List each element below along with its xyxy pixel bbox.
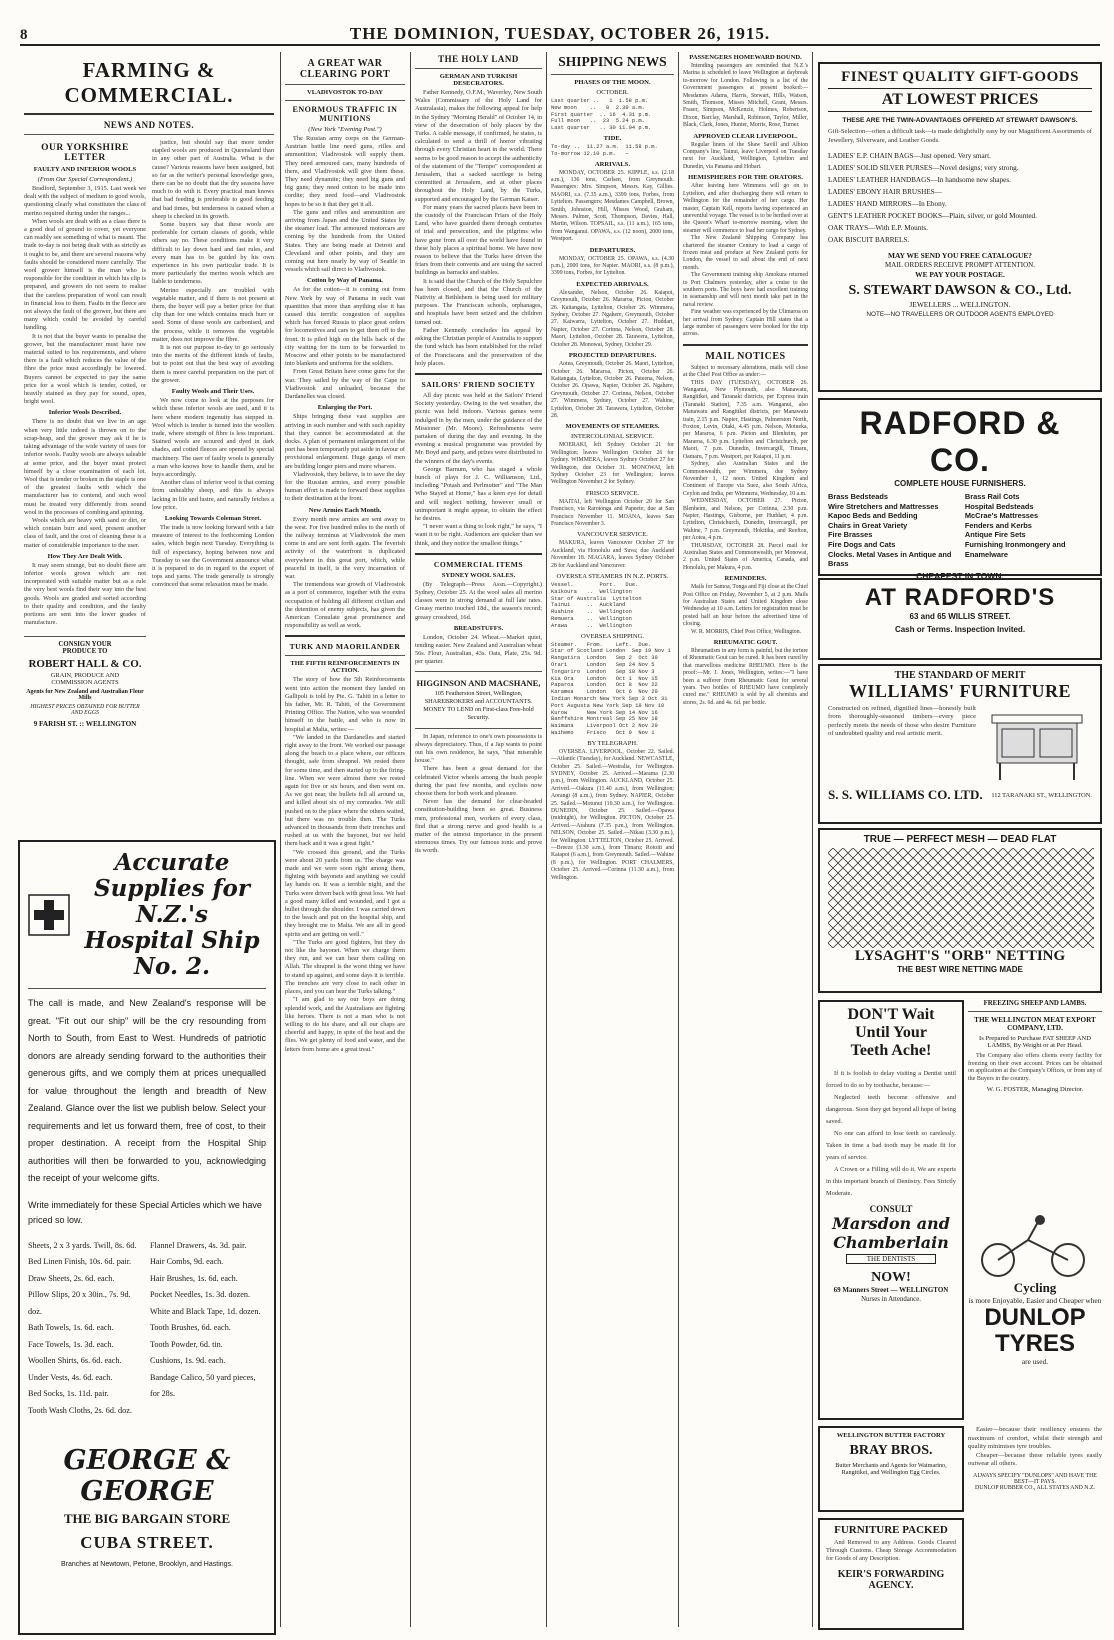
netting-illustration [828, 848, 1092, 948]
hospital-ship-intro: The call is made, and New Zealand's response will be great. "Fit out our ship" will be the cry resounding from North to South, from East to West. Hundreds of patriotic donors are already sending forward to the authorities their generous gifts, and we comply them at prices unequalled for value throughout the length and breadth of New Zealand. Glance over the list we publish below. Select your requirements and let us forward them, free of cost, to their proper destination. A receipt from the Hospital Ship authorities will then be forwarded to you, acknowledging the receipt of your welcome gifts. [28, 998, 266, 1183]
article-heading: OUR YORKSHIRE LETTER [41, 143, 129, 163]
dunlop-footer: Easier—because their resiliency ensures the maximum of comfort, whilst their strength and quality minimises tyre troubles. Cheaper—because these reliable tyres easily outwear all others. ALWAYS SPECIFY "DUNLOPS" AND HAVE THE BEST—IT PAYS. DUNLOP RUBBER CO., ALL STATES AND N.Z. [968, 1426, 1102, 1491]
list-item: Tooth Powder, 6d. tin. [150, 1339, 223, 1349]
robert-hall-ad: CONSIGN YOUR PRODUCE TO ROBERT HALL & CO. GRAIN, PRODUCE AND COMMISSION AGENTS Agents for New Zealand and Australian Flour Mills HIGHEST PRICES OBTAINED FOR BUTTER AND EGGS 9 FARISH ST. :: WELLINGTON [24, 632, 146, 762]
robert-hall-name: ROBERT HALL & CO. [28, 658, 142, 670]
list-item: LADIES' HAND MIRRORS—In Ebony. [828, 200, 947, 208]
list-item: Hair Combs, 9d. each. [150, 1257, 224, 1266]
article-body: Bradford, September 3, 1915. Last week we dealt with the subject of medium to good wools, questioning clearly what constitutes the class of merino required during under the ranges... When wools are dealt with as a class there is a good deal of ground to cover, yet everyone can readily see something of what is meant. The trade to-day is not being dealt with as strictly as it ought to be, and there are several reasons why faults should be considered more carefully. The wool grower himself is the man who is responsible for the condition in which his clip is prepared, and growers do not seem to realise that the careless preparation of wool can result in financial loss to them. Faults in the fleece are not always the fault of the grower, but there are many which could be avoided by careful handling. It is not that the buyer wants to penalise the grower, but the manufacturer must have raw material suited to his requirements, and where there is a fault which reduces the value of the fibre the price must accordingly be lowered. Buyers cannot be expected to pay the same price for a wool which is tender, cotted, or heavily stained as they pay for sound, open, bright wool. [24, 185, 146, 406]
list-item: White and Black Tape, 1d. dozen. [150, 1306, 261, 1316]
stewart-items [828, 150, 1092, 246]
list-item: Bed Linen Finish, 10s. 6d. pair. [28, 1257, 132, 1266]
how-dealt-heading: How They Are Dealt With. [47, 552, 123, 560]
orb-netting-name: LYSAGHT'S "ORB" NETTING [854, 948, 1066, 964]
williams-furniture-ad: THE STANDARD OF MERIT WILLIAMS' FURNITURE Constructed on refined, dignified lines—honestly built from thoroughly-seasoned timbers—every piece perfectly meets the needs of those who desire Furniture of undoubted quality and real artistic merit. S. S. WILLIAMS CO. LTD. 112 TARANAKI ST., WELLINGTON. [818, 664, 1102, 824]
hospital-ship-ad: Accurate Supplies for N.Z.'s Hospital Ship No. 2. The call is made, and New Zealand's response will be great. "Fit out our ship" will be the cry resounding from North to South, from East to West. Hundreds of patriotic donors are already sending forward to the authorities their generous gifts, and we comply them at prices unequalled for value throughout the length and breadth of New Zealand. Glance over the list we publish below. Select your requirements and let us forward them, free of cost, to their proper destination. A receipt from the Hospital Ship authorities will then be forwarded to you, acknowledging the receipt of your welcome gifts. Write immediately for these Special Articles which we have priced so low. Sheets, 2 x 3 yards. Twill, 8s. 6d. Bed Linen Finish, 10s. 6d. pair. Draw Sheets, 2s. 6d. each. Pillow Slips, 20 x 30in., 7s. 9d. doz. Bath Towels, 1s. 6d. each. Face Towels, 1s. 3d. each. Woollen Shirts, 6s. 6d. each. Under Vests, 4s. 6d. each. Bed Socks, 1s. 11d. pair. Tooth Wash Cloths, 2s. 6d. doz. Flannel Drawers, 4s. 3d. pair. Hair Combs, 9d. each. Hair Brushes, 1s. 6d. each. Pocket Needles, 1s. 3d. dozen. White and Black Tape, 1d. dozen. Tooth Brushes, 6d. each. Tooth Powder, 6d. tin. Cushions, 1s. 9d. each. Bandage Calico, 50 yard pieces, for 28s. GEORGE & GEORGE THE BIG BARGAIN STORE CUBA STREET. Branches at Newtown, Petone, Brooklyn, and Hastings. [18, 840, 276, 1635]
war-port-heading: A GREAT WAR CLEARING PORT [299, 58, 391, 80]
items-left-list [28, 1238, 144, 1420]
column-rule [812, 52, 813, 1627]
list-item: OAK TRAYS—With E.P. Mounts. [828, 224, 928, 232]
list-item: OAK BISCUIT BARRELS. [828, 236, 910, 244]
holy-land-article: THE HOLY LAND GERMAN AND TURKISH DESECRATORS. Father Kennedy, O.F.M., Waverley, New South Wales (Commissary of the Holy Land for Australasia), makes the following appeal for help in the Sydney "Morning Herald" of October 14, in view of the desecration of holy places by the Turks. A cable message, if confirmed, he states, is calculated to send a thrill of horror vibrating through every Christian heart in the world. There seems to be good reason to accept the authenticity of the statement of the "Tempo" correspondent at Jerusalem, that a sacked sacrilege is being committed at Jerusalem, and at other places throughout the Holy Land, by the Turks, supported and encouraged by the German Kaiser. For many years the sacred places have been in the custody of the Franciscan Friars of the Holy Land, who have guarded them through centuries of trial and persecution, and the pilgrims who have gone from all over the world have found in these holy places a spiritual home. We have now reason to believe that the Turks have driven the friars from their convents and are using the sacred buildings as barracks and stables. It is said that the Church of the Holy Sepulchre has been closed, and that the Church of the Nativity at Bethlehem is being used for military purposes. The Franciscan schools, orphanages, and hospitals have been seized and the children turned out. Father Kennedy concludes his appeal by asking the Christian people of Australia to support the fund which has been established for the relief of the Franciscans and the preservation of the holy places. SAILORS' FRIEND SOCIETY All day picnic was held at the Sailors' Friend Society yesterday. Owing to the wet weather, the picnic was held indoors. Various games were indulged in by the men, under the guidance of the Missioner (Mr. Moore). Refreshments were partaken of during the day and evening. In the evening a musical programme was provided by Mr. Boyd and party, and prizes were distributed to the winners of the day's events. George Barnum, who has staged a whole bunch of plays for J. C. Williamson, Ltd., including "Potash and Perlmutter" and "The Man Who Stayed at Home," has a keen eye for detail and will neglect nothing, however small or unimportant it might appear, to obtain the effect he desires. "I never want a thing to look right," he says, "I want it to be right. Audiences are quicker than we think, and they notice the smallest things." COMMERCIAL ITEMS SYDNEY WOOL SALES. (By Telegraph—Press Assn.—Copyright.) Sydney, October 25. At the wool sales all merino classes were in strong demand at full late rates. Greasy merino touched 18d., the season's record; greasy crossbred, 16d. BREADSTUFFS. London, October 24. Wheat.—Market quiet, tending easier. New Zealand and Australian wheat 56s. Flour, Australian, 43s. Oats, Plate, 25s. 9d. per quarter. HIGGINSON AND MACSHANE, 105 Featherston Street, Wellington, SHAREBROKERS and ACCOUNTANTS. MONEY TO LEND on First-class Free-hold Security. In Japan, reference to one's own possessions is always depreciatory. Thus, if a Jap wants to point out his own residence, he says, "that miserable house." There has been a great demand for the celebrated Victor wheels among the bush people during the past few months, and cyclists now choose them for both work and pleasure. Never has the demand for clear-headed constitution-building been so great. Business men, professional men, workers of every class, find that a strong nerve and good health is a matter of the utmost importance in the present strenuous times. Try our famous tonic and prove its worth. [415, 54, 542, 855]
higginson-ad: HIGGINSON AND MACSHANE, 105 Featherston Street, Wellington, SHAREBROKERS and ACCOUNTANTS. MONEY TO LEND on First-class Free-hold Security. [416, 677, 541, 721]
article-body-cont: justice, but should say that more tender stapled wools are produced in Queensland than in any other part of Australia. What is the cause? Various reasons have been assigned, but so far as the writer's personal knowledge goes, there can be no doubt that the dry seasons have much to do with it. Every practical man knows that bad feeding is preferable to good feeding and bad times, but tenderness is caused when a sheep is checked in its growth. Some buyers say that these wools are preferable for certain classes of goods, while others say no. These conditions make it very difficult to lay down hard and fast rules, and every man has to be guided by his own experience in his own particular trade. It is more particularly the merino wools which are liable to tenderness. Merino especially are troubled with vegetable matter, and if there is not present at them, the buyer will pay a better price for that clip than for one which contains much burr or seed. Some of these wools are carbonised, and the process, while it removes the vegetable matter, does not improve the fibre. It is not our purpose to-day to go seriously into the merits of the different kinds of faults, but to point out that the best way of avoiding them is more careful preparation on the part of the grower. [152, 139, 274, 384]
list-item: GENT'S LEATHER POCKET BOOKS—Plain, silver, or gold Mounted. [828, 212, 1037, 220]
list-item: Bandage Calico, 50 yard pieces, for 28s. [150, 1372, 256, 1398]
list-item: LADIES' LEATHER HANDBAGS—In handsome new shapes. [828, 176, 1011, 184]
list-item: LADIES' SOLID SILVER PURSES—Novel designs; very strong. [828, 164, 1019, 172]
radford-ad: RADFORD & CO. COMPLETE HOUSE FURNISHERS. Brass Bedsteads Wire Stretchers and Mattresses Kapoc Beds and Bedding Chairs in Great Variety Fire Brasses Fire Dogs and Cats Clocks. Metal Vases in Antique and Brass Brass Rail Cots Hospital Bedsteads McCrae's Mattresses Fenders and Kerbs Antique Fire Sets Furnishing Ironmongery and Enamelware CHEAPEST IN TOWN. [818, 398, 1102, 576]
items-right-list [150, 1238, 266, 1420]
page-number: 8 [20, 27, 28, 43]
column-rule [678, 52, 679, 1627]
hospital-ship-prices-line: Write immediately for these Special Articles which we have priced so low. [28, 1199, 262, 1225]
section-title: FARMING & COMMERCIAL. [64, 58, 234, 107]
list-item: Flannel Drawers, 4s. 3d. pair. [150, 1240, 247, 1250]
column-rule [546, 52, 547, 1627]
coleman-heading: Looking Towards Coleman Street. [164, 514, 262, 522]
hospital-ship-title: Accurate Supplies for N.Z.'s Hospital Ship No. 2. [84, 849, 260, 980]
list-item: Cushions, 1s. 9d. each. [150, 1356, 226, 1365]
dunlop-name: DUNLOP [984, 1304, 1086, 1331]
masthead [20, 22, 1100, 46]
stewart-dawson-name: S. STEWART DAWSON & CO., Ltd. [848, 283, 1072, 298]
george-and-george-name: GEORGE & GEORGE [63, 1445, 231, 1507]
radford-name: RADFORD & CO. [859, 405, 1061, 478]
column-rule [280, 52, 281, 1627]
list-item: Under Vests, 4s. 6d. each. [28, 1372, 113, 1382]
meat-export-ad: FREEZING SHEEP AND LAMBS. THE WELLINGTON MEAT EXPORT COMPANY, LTD. Is Prepared to Purchase FAT SHEEP AND LAMBS, By Weight or at Per Head. The Company also offers clients every facility for freezing on their own account. Prices can be obtained on application at the Company's Offices, or from any of the Buyers in the country. W. G. FOSTER, Managing Director. [968, 1000, 1102, 1094]
list-item: Bed Socks, 1s. 11d. pair. [28, 1389, 109, 1398]
dentist-ad: DON'T Wait Until Your Teeth Ache! If it is foolish to delay visiting a Dentist until forced to do so by toothache, because:— Neglected teeth become offensive and dangerous. Soon they get beyond all hope of being saved. No one can afford to lose teeth so carelessly. Taken in time a bad tooth may be made fit for years of service. A Crown or a Filling will do it. We are experts in this important branch of Dentistry. Fees Strictly Moderate. CONSULT Marsdon and Chamberlain THE DENTISTS NOW! 69 Manners Street — WELLINGTON Nurses in Attendance. [818, 1000, 964, 1420]
byline: (From Our Special Correspondent.) [37, 176, 133, 183]
list-item: Pillow Slips, 20 x 30in., 7s. 9d. doz. [28, 1290, 131, 1316]
war-port-article: A GREAT WAR CLEARING PORT VLADIVOSTOK TO-DAY ENORMOUS TRAFFIC IN MUNITIONS (New York "Evening Post.") The Russian army corps on the German-Austrian battle line need guns, rifles and ammunition; Vladivostok will supply them. They need armoured cars, many hundreds of them, and Vladivostok will give them these. They need dynamite; they need big guns and big guns; they need cotton to be made into cordite; they need food—and Vladivostok hopes to be so it that they get it all. The guns and rifles and ammunition are arriving from Japan and the United States by the steamer load. The armoured motorcars are coming by the hundreds from the United States. They are being made at Detroit and Cleveland and other points, and they are coming out here nearly by way of Seattle in vessels which sail direct to Vladivostok. Cotton by Way of Panama. As for the cotton—it is coming out from New York by way of Panama in such vast quantities that more than anything else it has caused this terrific congestion of supplies which has forced Russia to place great orders for locomotives and cars to get them off to the front. It is piled high on the hills back of the city waiting for its turn to be forwarded to Moscow and other points to be manufactured into blankets and uniforms for the soldiers. From Great Britain have come guns for the war. They sailed by the way of the Cape to Vladivostok and unloaded, because the Dardanelles was closed. Enlarging the Port. Ships bringing these vast supplies are arriving in such number and with such rapidity that they cannot be accommodated at the docks. A plan of permanent enlargement of the port has been temporarily put aside in favour of provisional enlargement. Huge gangs of men are building longer piers and more wharves. Vladivostok, they believe, is to save the day for the Russian armies, and every possible human effort is made to forward these supplies to their destination at the front. New Armies Each Month. Every month new armies are sent away to the west. For five hundred miles to the north of the railway terminus at Vladivostok the men come in and are sent forth again. The feverish activity of the waterfront is duplicated everywhere in this great port, which, while peaceful in itself, is the very incarnation of war. The tremendous war growth of Vladivostok as a port of commerce, together with the extra occupation of holding all different civilian and the detention of enemy subjects, has given the American Consulate great prominence and responsibility as well as work. TURK AND MAORILANDER THE FIFTH REINFORCEMENTS IN ACTION. The story of how the 5th Reinforcements went into action the moment they landed on Gallipoli is told by Pte. G. Tahiti in a letter to his father, Mr. R. Tahiti, of the Government Printing Office. The Nation, who was wounded himself in the battle, and who is now in hospital at Malta, writes:— "We landed in the Dardanelles and started right away to the front. We worked our passage along the beach to a place where, our officers thought, safe from shrapnel. We rested there for some time, and then started up to the firing-line. When we were almost there we rested again for five or six hours, and then went on. As we got near, the bullets fell all around us, and killed about six of my comrades. We still pushed on to the place where the others waited, but there was no trouble then. The Turks advanced in thousands from their trenches and rushed at us with the bayonet, but we held them back and it was a great fight." "We crossed this ground, and the Turks were about 20 yards from us. The charge was made and we were soon right among them, fighting with bayonets and anything we could lay hands on. It was a terrible night, and the Turks were driven back with great loss. We had a good many killed and wounded, and I got a bullet through the shoulder. I was carried down to the beach and put on the hospital ship, and they brought me to Malta. We are all in good spirits and are getting on well." "The Turks are good fighters, but they do not like the bayonet. When we charge them they run, and we can hear them calling on Allah. The shrapnel is the worst thing we have to stand up against, and some days it is terrible. The trenches are very close to each other in places, and you can hear the Turks talking." "I am glad to say our boys are doing splendid work, and the Australians are fighting like heroes. There is not a man who is not willing to do his share, and all our chaps are cheerful and happy, in spite of the heat and the flies. We get plenty of food and water, and the letters from home are a great treat." [285, 58, 405, 1053]
section-subtitle: NEWS AND NOTES. [103, 120, 195, 130]
ad-title: FINEST QUALITY GIFT-GOODS [841, 69, 1079, 85]
keirs-ad: FURNITURE PACKED And Removed to any Address. Goods Cleared Through Customs. Cheap Storage Accommodation for Goods of any Description. KEIR'S FORWARDING AGENCY. [818, 1518, 964, 1630]
radford-address-ad: AT RADFORD'S 63 and 65 WILLIS STREET. Cash or Terms. Inspection Invited. [818, 578, 1102, 660]
stewart-dawson-ad: FINEST QUALITY GIFT-GOODS AT LOWEST PRICES THESE ARE THE TWIN-ADVANTAGES OFFERED AT STEWART DAWSON'S. Gift-Selection—often a difficult task—is made delightfully easy by our Magnificent Assortments of Jewellery, Silverware, and Leather Goods. LADIES' E.P. CHAIN BAGS—Just opened. Very smart. LADIES' SOLID SILVER PURSES—Novel designs; very strong. LADIES' LEATHER HANDBAGS—In handsome new shapes. LADIES' EBONY HAIR BRUSHES— LADIES' HAND MIRRORS—In Ebony. GENT'S LEATHER POCKET BOOKS—Plain, silver, or gold Mounted. OAK TRAYS—With E.P. Mounts. OAK BISCUIT BARRELS. MAY WE SEND YOU FREE CATALOGUE? MAIL ORDERS RECEIVE PROMPT ATTENTION. WE PAY YOUR POSTAGE. S. STEWART DAWSON & CO., Ltd. JEWELLERS ... WELLINGTON. NOTE—NO TRAVELLERS OR OUTDOOR AGENTS EMPLOYED [818, 62, 1102, 392]
list-item: Tooth Wash Cloths, 2s. 6d. doz. [28, 1405, 132, 1415]
red-cross-icon [28, 894, 70, 936]
shipping-news-section: SHIPPING NEWS PHASES OF THE MOON. OCTOBER. Last quarter .. 1 1.58 p.m. New moon .. 8 2.39 a.m. First quarter .. 16 4.31 p.m. Full moon .. 23 5.24 p.m. Last quarter .. 30 11.04 p.m. TIDE. To-day .. 11.27 a.m. 11.58 p.m. To-morrow 12.10 p.m. — ARRIVALS. MONDAY, OCTOBER 25. KIPPLE, s.s. (2.18 a.m.), 136 tons, Carlsen, from Greymouth. Passengers: Mrs. Simpson, Messrs. Kay, Gillies. MAORI, s.s. (7.35 a.m.), 3399 tons, Forbes, from Lyttelton. Passengers: Mesdames Campbell, Brown, Smith, Johnston, Hill, Misses Wood, Graham, Messrs. Palmer, Scott, Thompson, Davies, Hall, Martin, Wilson. TOPSAIL, s.s. (11 a.m.), 165 tons, from Wanganui. OPAWA, s.s. (12 noon), 2000 tons, Westport. DEPARTURES. MONDAY, OCTOBER 25. OPAWA, s.s. (4.30 p.m.), 2000 tons, for Napier. MAORI, s.s. (8 p.m.), 3399 tons, Forbes, for Lyttelton. EXPECTED ARRIVALS. Alexander, Nelson, October 26. Kaiapoi, Greymouth, October 26. Mararoa, Picton, October 26. Kaitangata, Lyttelton, October 26. Wimmera, Sydney, October 27. Ngahere, Greymouth, October 27. Kaiwarra, Lyttelton, October 27. Huddart, Napier, October 27. Corinna, Nelson, October 28. Maori, Lyttelton, October 28. Tarawera, Lyttelton, October 28. Monowai, Sydney, October 29. PROJECTED DEPARTURES. Aotea, Greymouth, October 26. Maori, Lyttelton, October 26. Mararoa, Picton, October 26. Kaitangata, Lyttelton, October 26. Pateena, Nelson, October 26. Opawa, Napier, October 26. Ngahere, Greymouth, October 27. Corinna, Nelson, October 27. Wimmera, Sydney, October 27. Wahine, Lyttelton, October 28. Tarawera, Lyttelton, October 28. MOVEMENTS OF STEAMERS. INTERCOLONIAL SERVICE. MOERAKI, left Sydney October 21 for Wellington; leaves Wellington October 26 for Sydney. WIMMERA, leaves Sydney October 27 for Wellington, due October 31. MONOWAI, left Sydney October 23 for Wellington; leaves Wellington November 2 for Sydney. FRISCO SERVICE. MAITAI, left Wellington October 20 for San Francisco, via Rarotonga and Papeete; due at San Francisco November 11. MOANA, leaves San Francisco November 3. VANCOUVER SERVICE. MAKURA, leaves Vancouver October 27 for Auckland, via Honolulu and Suva; due Auckland November 18. NIAGARA, leaves Sydney October 28 for Auckland and Vancouver. OVERSEA STEAMERS IN N.Z. PORTS. Vessel. Port. Due. Kaikoura .. Wellington Star of Australia Lyttelton Tainui .. Auckland Ruahine .. Wellington Remuera .. Wellington Arawa .. Wellington OVERSEA SHIPPING. Steamer. From. Left. Due. Star of Scotland London Sep 19 Nov 1 Rangatira London Sep 2 Oct 30 Orari London Sep 24 Nov 5 Tongariro London Sep 18 Nov 3 Kia Ora London Oct 1 Nov 15 Paparoa London Oct 8 Nov 22 Karamea London Oct 6 Nov 20 Indian Monarch New York Sep 3 Oct 31 Port Augusta New York Sep 18 Nov 10 Kurow New York Sep 14 Nov 16 Banffshire Montreal Sep 25 Nov 18 Waimana Liverpool Oct 2 Nov 20 Waihemo Frisco Oct 9 Nov 1 BY TELEGRAPH. OVERSEA. LIVERPOOL, October 22. Sailed.—Atlantic (Tuesday), for Auckland. NEWCASTLE, October 25. Sailed.—Westralia, for Wellington. SYDNEY, October 25. Arrived.—Marama (2.30 p.m.), from Wellington. AUCKLAND, October 25. Arrived.—Oakura (11.40 a.m.), from Wellington; Aorangi (8 a.m.), from Sydney. NAPIER, October 25. Sailed.—Motunui (10.30 a.m.), for Wellington. DUNEDIN, October 25. Sailed.—Opawa (midnight), for Wellington. PICTON, October 25. Arrived.—Arahura (7.35 p.m.), from Wellington. NELSON, October 25. Sailed.—Nikau (3.30 p.m.), for Wellington. LYTTELTON, October 25. Arrived.—Breeze (3.30 a.m.), from Timaru; Rotoiti and Kaiapoi (6 a.m.), from Greymouth. Sailed.—Wahine (8 p.m.), for Wellington. PORT CHALMERS, October 25. Arrived.—Corinna (11.30 a.m.), from Wellington. [551, 54, 674, 881]
article-subheading: FAULTY AND INFERIOR WOOLS [33, 166, 137, 173]
sideboard-illustration [982, 705, 1092, 785]
farming-commercial-section: FARMING & COMMERCIAL. NEWS AND NOTES. OUR YORKSHIRE LETTER FAULTY AND INFERIOR WOOLS (From Our Special Correspondent.) Bradford, September 3, 1915. Last week we dealt with the subject of medium to good wools, questioning clearly what constitutes the class of merino required during under the ranges... When wools are dealt with as a class there is a good deal of ground to cover, yet everyone can readily see something of what is meant. The trade to-day is not being dealt with as strictly as it ought to be, and there are several reasons why faults should be considered more carefully. The wool grower himself is the man who is responsible for the condition in which his clip is prepared, and growers do not seem to realise that the careless preparation of wool can result in financial loss to them. Faults in the fleece are not always the fault of the grower, but there are many which could be avoided by careful handling. It is not that the buyer wants to penalise the grower, but the manufacturer must have raw material suited to his requirements, and where there is a fault which reduces the value of the fibre the price must accordingly be lowered. Buyers cannot be expected to pay the same price for a wool which is tender, cotted, or heavily stained as they pay for sound, open, bright wool. Inferior Wools Described. There is no doubt that we live in an age when very little indeed is thrown on to the scrap-heap, and the grower may ask if he is taking advantage of the wide variety of uses for inferior wools. Faulty wools are always saleable at some price, and the buyer must protect himself by a close examination of each lot. Wool that is tender or broken in the staple is one of the greatest faults with which the manufacturer has to contend, and such wool must be treated very differently from sound wool in the processes of combing and spinning. Wools which are heavy with sand or dirt, or which contain burr and seed, present another class of fault, and the cost of cleaning these is a matter of considerable importance to the user. How They Are Dealt With. It may seem strange, but no doubt there are inferior wools grown which are not incorporated with suitable matter but as a rule the very best wools find their way into the best goods. Wools are graded and sorted according to their quality and condition, and the faulty portions are sent into the lower grades of manufacture. justice, but should say that more tender stapled wools are produced in Queensland than in any other part of Australia. What is the cause? Various reasons have been assigned, but so far as the writer's personal knowledge goes, there can be no doubt that the dry seasons have much to do with it. Every practical man knows that bad feeding is preferable to good feeding and bad times, but tenderness is caused when a sheep is checked in its growth. Some buyers say that these wools are preferable for certain classes of goods, while others say no. These conditions make it very difficult to lay down hard and fast rules, and every man has to be guided by his own experience in his own particular trade. It is more particularly the merino wools which are liable to tenderness. Merino especially are troubled with vegetable matter, and if there is not present at them, the buyer will pay a better price for that clip than for one which contains much burr or seed. Some of these wools are carbonised, and the process, while it removes the vegetable matter, does not improve the fibre. It is not our purpose to-day to go seriously into the merits of the different kinds of faults, but to point out that the best way of avoiding them is more careful preparation on the part of the grower. Faulty Wools and Their Uses. We now come to look at the purposes for which these inferior wools are used, and it is here where modern ingenuity has stepped in. Wool which is tender is turned into the woollen trade, where strength of fibre is less important. Stained wools are scoured and dyed in dark shades, and cotted fleeces are opened by special machinery. The user of faulty wools is generally a man who knows how to handle them, and he buys accordingly. Another class of inferior wool is that coming from unhealthy sheep, and this is always lacking in life and lustre, and naturally fetches a low price. Looking Towards Coleman Street. The trade is now looking forward with a fair measure of interest to the forthcoming London sales, which begin next Tuesday. Everything is full of expectancy, hoping between now and Tuesday to see the Government announce what it is prepared to do in regard to the export of tops and yarns. The trade generally is strongly convinced that some relaxation must be made. [24, 58, 274, 627]
list-item: Woollen Shirts, 6s. 6d. each. [28, 1356, 122, 1365]
list-item: LADIES' E.P. CHAIN BAGS—Just opened. Very smart. [828, 152, 991, 160]
list-item: Hair Brushes, 1s. 6d. each. [150, 1273, 238, 1283]
inferior-wools-heading: Inferior Wools Described. [48, 409, 122, 417]
shipping-news-heading: SHIPPING NEWS [558, 54, 667, 69]
orb-netting-ad: TRUE — PERFECT MESH — DEAD FLAT LYSAGHT'S "ORB" NETTING THE BEST WIRE NETTING MADE [818, 828, 1102, 993]
list-item: Draw Sheets, 2s. 6d. each. [28, 1273, 115, 1283]
williams-name: WILLIAMS' FURNITURE [848, 681, 1072, 701]
list-item: Face Towels, 1s. 3d. each. [28, 1339, 114, 1349]
column-rule [410, 52, 411, 1627]
list-item: Tooth Brushes, 6d. each. [150, 1323, 231, 1332]
column-six: PASSENGERS HOMEWARD BOUND. Intending passengers are reminded that N.Z.'s Marina is scheduled to leave Wellington at daybreak to-morrow for London. Following is a list of the Government passengers at present booked:—Mesdames Adams, Harris, Stewart, Hills, Watson, Smith, Thomson, Misses Mitchell, Grant, Messrs. Fraser, Simpson, McKenzie, Holmes, Robertson, Dixon, Barclay, Marshall, Robinson, Taylor, Miller, Black, Clark, Jones, Hunter, Morris, Rose, Turner. APPROVED CLEAR LIVERPOOL. Regular liners of the Shaw Savill and Albion Company's line, Tainui, leave Liverpool on Tuesday next for Auckland, Wellington, Lyttelton and Dunedin, via Panama and Hobart. HEMISPHERES FOR THE ORATORS. After leaving here Wimmera will go on to Lyttelton, and after discharging there will return to Wellington for the remainder of her cargo. Her master, Captain Kell, reports having experienced an uneventful voyage. The vessel is to be berthed over at the Queen's Wharf to-morrow morning, when the steamer will commence to load her cargo for Sydney. The New Zealand Shipping Company has chartered the steamer Century to load a cargo of frozen meat and produce at New Zealand ports for London, the vessel to sail about the end of next month. The Government training ship Amokura returned to Port Chalmers yesterday, after a cruise to the southern ports. The boys have had excellent training in seamanship and will next month take part in the naval review. Fine weather was experienced by the Ulimaroa on her arrival from Sydney. Captain Hill states that a large number of passengers were booked for the trip across. MAIL NOTICES Subject to necessary alterations, mails will close at the Chief Post Office as under:— THIS DAY (TUESDAY), OCTOBER 26. Wanganui, New Plymouth, also Manawatu, Rangitikei, and Taranaki districts, per Express train (Taranaki Station), 7.35 a.m. Wanganui, also Manawatu and Rangitikei districts, per Manawatu train, 2.15 p.m. Napier, Hastings, Palmerston North, Foxton, Levin, Otaki, 4.45 p.m. Nelson, Motueka, per Mararoa, 6 p.m. Picton and Blenheim, per Mararoa, 6.30 p.m. Lyttelton and Christchurch, per Maori, 7 p.m. Dunedin, Invercargill, Timaru, Oamaru, 7 p.m. Westport, per Kaiapoi, 11 p.m. Sydney, also Australian States and the Commonwealth, per Wimmera, due Sydney November 1, 12 noon. United Kingdom and Continent of Europe via Suez, also South Africa, Ceylon and India, per Wimmera, Wednesday, 10 a.m. WEDNESDAY, OCTOBER 27. Picton, Blenheim, and Nelson, per Corinna, 2.30 p.m. Napier, Hastings, Gisborne, per Huddart, 4 p.m. Lyttelton, Christchurch, Dunedin, Invercargill, per Wahine, 7 p.m. Greymouth, Hokitika, and Reefton, per Aotea, 4 p.m. THURSDAY, OCTOBER 28. Parcel mail for Australian States and Commonwealth, per Monowai, 2 p.m. United States of America, Canada, and Honolulu, per Makura, 4 p.m. REMINDERS. Mails for Samoa, Tonga and Fiji close at the Chief Post Office on Friday, November 5, at 2 p.m. Mails for Australian States and United Kingdom close Wednesday at 10 a.m. Letters for registration must be posted half an hour before the advertised time of closing. W. R. MORRIS, Chief Post Office, Wellington. RHEUMATIC GOUT. Rheumatism in any form is painful, but the torture of Rheumatic Gout can be cured. It has been cured by that marvellous medicine RHEUMO. Here is the proof:—Mr. J. Jones, Wellington, writes:—"I have been a sufferer from Rheumatic Gout for several years. Two bottles of RHEUMO have completely cured me." RHEUMO is sold by all chemists and stores, 2s. 6d. and 4s. 6d. per bottle. [683, 54, 808, 706]
list-item: Pocket Needles, 1s. 3d. dozen. [150, 1290, 251, 1299]
holy-land-heading: THE HOLY LAND [438, 54, 519, 64]
butter-factory-ad: WELLINGTON BUTTER FACTORY BRAY BROS. Butter Merchants and Agents for Waimarino, Rangitikei, and Wellington Egg Circles. [818, 1426, 964, 1512]
list-item: Sheets, 2 x 3 yards. Twill, 8s. 6d. [28, 1240, 137, 1250]
list-item: LADIES' EBONY HAIR BRUSHES— [828, 188, 942, 196]
list-item: Bath Towels, 1s. 6d. each. [28, 1323, 114, 1332]
newspaper-title: THE DOMINION, TUESDAY, OCTOBER 26, 1915. [349, 24, 771, 43]
faulty-wools-heading: Faulty Wools and Their Uses. [171, 388, 255, 396]
cyclist-illustration [968, 1210, 1102, 1280]
dunlop-ad: Cycling is more Enjoyable, Easier and Cheaper when DUNLOP TYRES are used. [968, 1210, 1102, 1420]
